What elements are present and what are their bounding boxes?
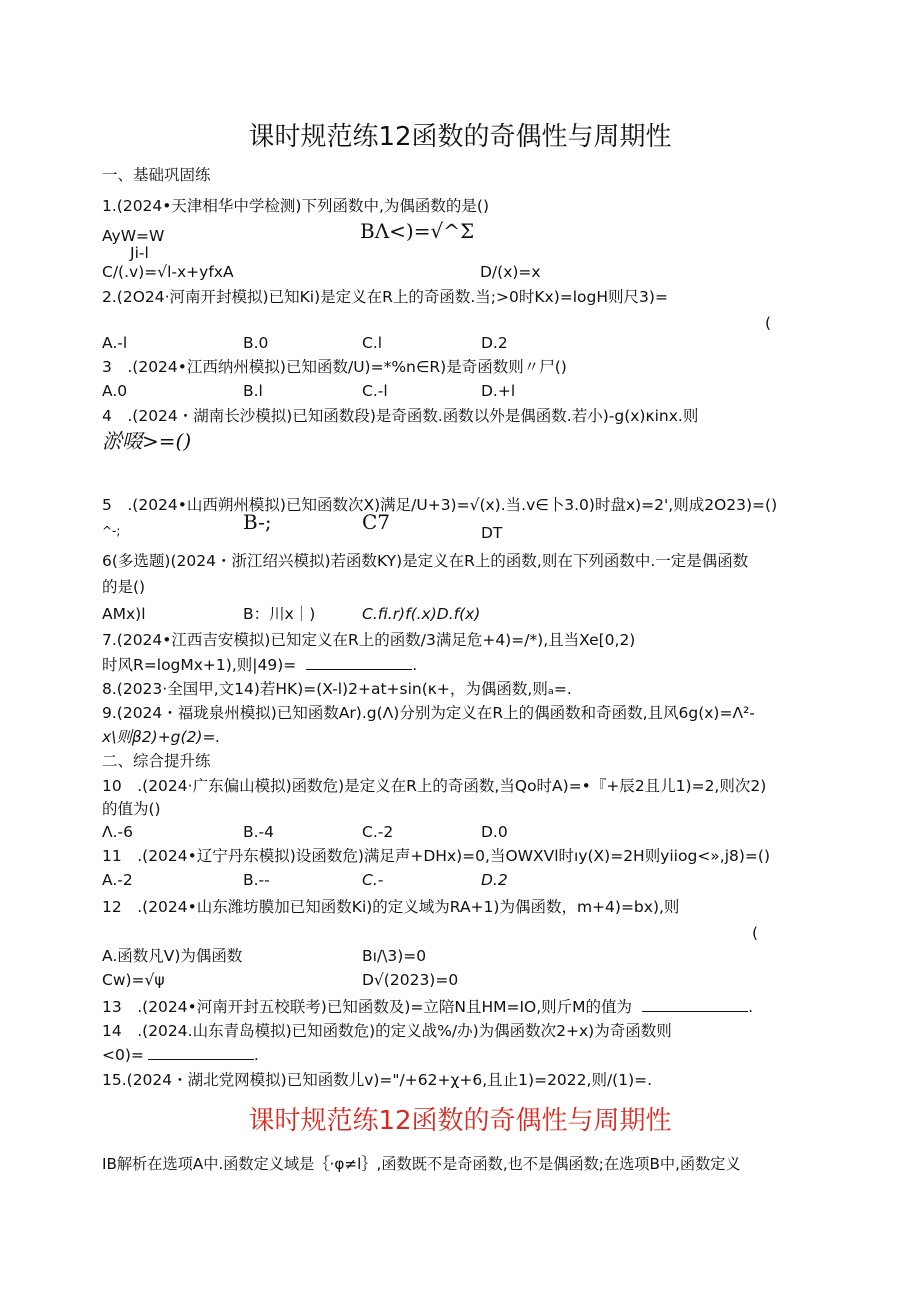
q1-option-c: C/(.v)=√l-x+yfxA: [102, 263, 234, 281]
q14-text: <0)=: [102, 1046, 144, 1064]
q6-option-cd: C.fi.r)f(.x)D.f(x): [362, 605, 481, 623]
question-11: 11 .(2024•辽宁丹东模拟)设函数危)满足声+DHx)=0,当OWXVl时ıy(X)=2H则yiiog<»,j8)=(): [102, 847, 771, 865]
question-2: 2.(2O24·河南开封模拟)已知Ki)是定义在R上的奇函数.当;>0时Kx)=logH则尺3)=: [102, 288, 668, 306]
answer-blank: [642, 997, 748, 1012]
answer-blank: [148, 1045, 254, 1060]
q1-option-b: BΛ<)=√^Σ: [360, 219, 475, 243]
question-8: 8.(2023·全国甲,文14)若HK)=(X-l)2+at+sin(κ+，为偶函数,则ₐ=.: [102, 680, 572, 698]
section-basic: 一、基础巩固练: [102, 166, 211, 184]
q12-option-a: A.函数凡V)为偶函数: [102, 947, 243, 965]
q5-option-c: C7: [362, 510, 391, 534]
question-4: 4 .(2024・湖南长沙模拟)已知函数段)是奇函数.函数以外是偶函数.若小)-g(x)κinx.则: [102, 407, 699, 425]
q1-option-a: AyW=W: [102, 227, 165, 245]
question-1: 1.(2024•天津相华中学检测)下列函数中,为偶函数的是(): [102, 197, 489, 215]
q13-text: 13 .(2024•河南开封五校联考)已知函数及)=立陪N且HM=IO,则斤M的值为: [102, 998, 633, 1016]
q12-option-d: D√(2023)=0: [362, 971, 459, 989]
q12-option-c: Cw)=√ψ: [102, 971, 165, 989]
section-advanced: 二、综合提升练: [102, 752, 211, 770]
q10-option-d: D.0: [481, 823, 508, 841]
question-3: 3 .(2024•江西纳州模拟)已知函数/U)=*%n∈R)是奇函数则〃尸(): [102, 358, 567, 376]
q2-option-c: C.l: [362, 334, 383, 352]
q11-option-d: D.2: [481, 871, 508, 889]
question-6: 6(多选题)(2024・浙江绍兴模拟)若函数KY)是定义在R上的函数,则在下列函数中.一定是偶函数: [102, 552, 749, 570]
page-title: 课时规范练12函数的奇偶性与周期性: [248, 122, 672, 152]
q4-line-2: 淤啜>=(): [102, 429, 192, 453]
question-9: 9.(2024・福珑泉州模拟)已知函数Ar).g(Λ)分别为定义在R上的偶函数和奇函数,且风6g(x)=Λ²-: [102, 704, 755, 722]
q7-line-2: [102, 655, 417, 675]
q2-option-a: A.-l: [102, 334, 128, 352]
q11-option-c: C.-: [362, 871, 384, 889]
q5-option-d: DT: [481, 524, 503, 542]
q12-option-b: Bı∕\3)=0: [362, 947, 427, 965]
q10-option-b: B.-4: [243, 823, 275, 841]
q12-paren: (: [752, 924, 759, 942]
q2-paren: (: [765, 314, 772, 332]
q11-option-a: A.-2: [102, 871, 133, 889]
answer-title: 课时规范练12函数的奇偶性与周期性: [248, 1106, 672, 1136]
q2-option-d: D.2: [481, 334, 508, 352]
q3-option-b: B.l: [243, 382, 263, 400]
q7-text: 时风R=logMx+1),则|49)=: [102, 656, 297, 674]
q3-option-a: A.0: [102, 382, 128, 400]
q5-option-a: ^-;: [102, 524, 121, 538]
q1-subscript: Ji-l: [130, 244, 149, 262]
q1-option-d: D/(x)=x: [480, 263, 541, 281]
q6-option-b: B：川x｜): [243, 605, 316, 623]
question-12: 12 .(2024•山东潍坊膜加已知函数Ki)的定义域为RA+1)为偶函数，m+4)=bx),则: [102, 898, 680, 916]
q10-line-2: 的值为(): [102, 800, 161, 818]
q3-option-c: C.-l: [362, 382, 388, 400]
question-5: 5 .(2024•山西朔州模拟)已知函数次X)满足/U+3)=√(x).当.v∈卜3.0)时盘x)=2',则成2O23)=(): [102, 496, 778, 514]
question-14: 14 .(2024.山东青岛模拟)已知函数危)的定义战%/办)为偶函数次2+x)为奇函数则: [102, 1022, 672, 1040]
question-15: 15.(2024・湖北党网模拟)已知函数儿v)="/+62+χ+6,且止1)=2022,则/(1)=.: [102, 1071, 653, 1089]
q5-option-b: B-;: [243, 510, 272, 534]
q13-period: .: [748, 998, 753, 1016]
q11-option-b: B.--: [243, 871, 270, 889]
question-7: 7.(2024•江西吉安模拟)已知定义在R上的函数/3满足危+4)=/*),且当Xe[0,2): [102, 631, 636, 649]
q6-option-a: AMx)l: [102, 605, 146, 623]
answer-line-1: IB解析在选项A中.函数定义域是｛·φ≠l｝,函数既不是奇函数,也不是偶函数;在选项B中,函数定义: [102, 1155, 741, 1173]
q2-option-b: B.0: [243, 334, 269, 352]
answer-blank: [306, 655, 412, 670]
question-13: [102, 997, 753, 1017]
q14-line-2: [102, 1045, 259, 1065]
q14-period: .: [253, 1046, 259, 1064]
question-10: 10 .(2024·广东偏山模拟)函数危)是定义在R上的奇函数,当Qo时A)=•『+辰2且儿1)=2,则次2): [102, 777, 767, 795]
q9-line-2: x\则β2)+g(2)=.: [102, 728, 221, 746]
q6-line-2: 的是(): [102, 578, 146, 596]
q10-option-c: C.-2: [362, 823, 394, 841]
q10-option-a: Λ.-6: [102, 823, 133, 841]
q3-option-d: D.+l: [481, 382, 516, 400]
q7-period: .: [412, 656, 418, 674]
